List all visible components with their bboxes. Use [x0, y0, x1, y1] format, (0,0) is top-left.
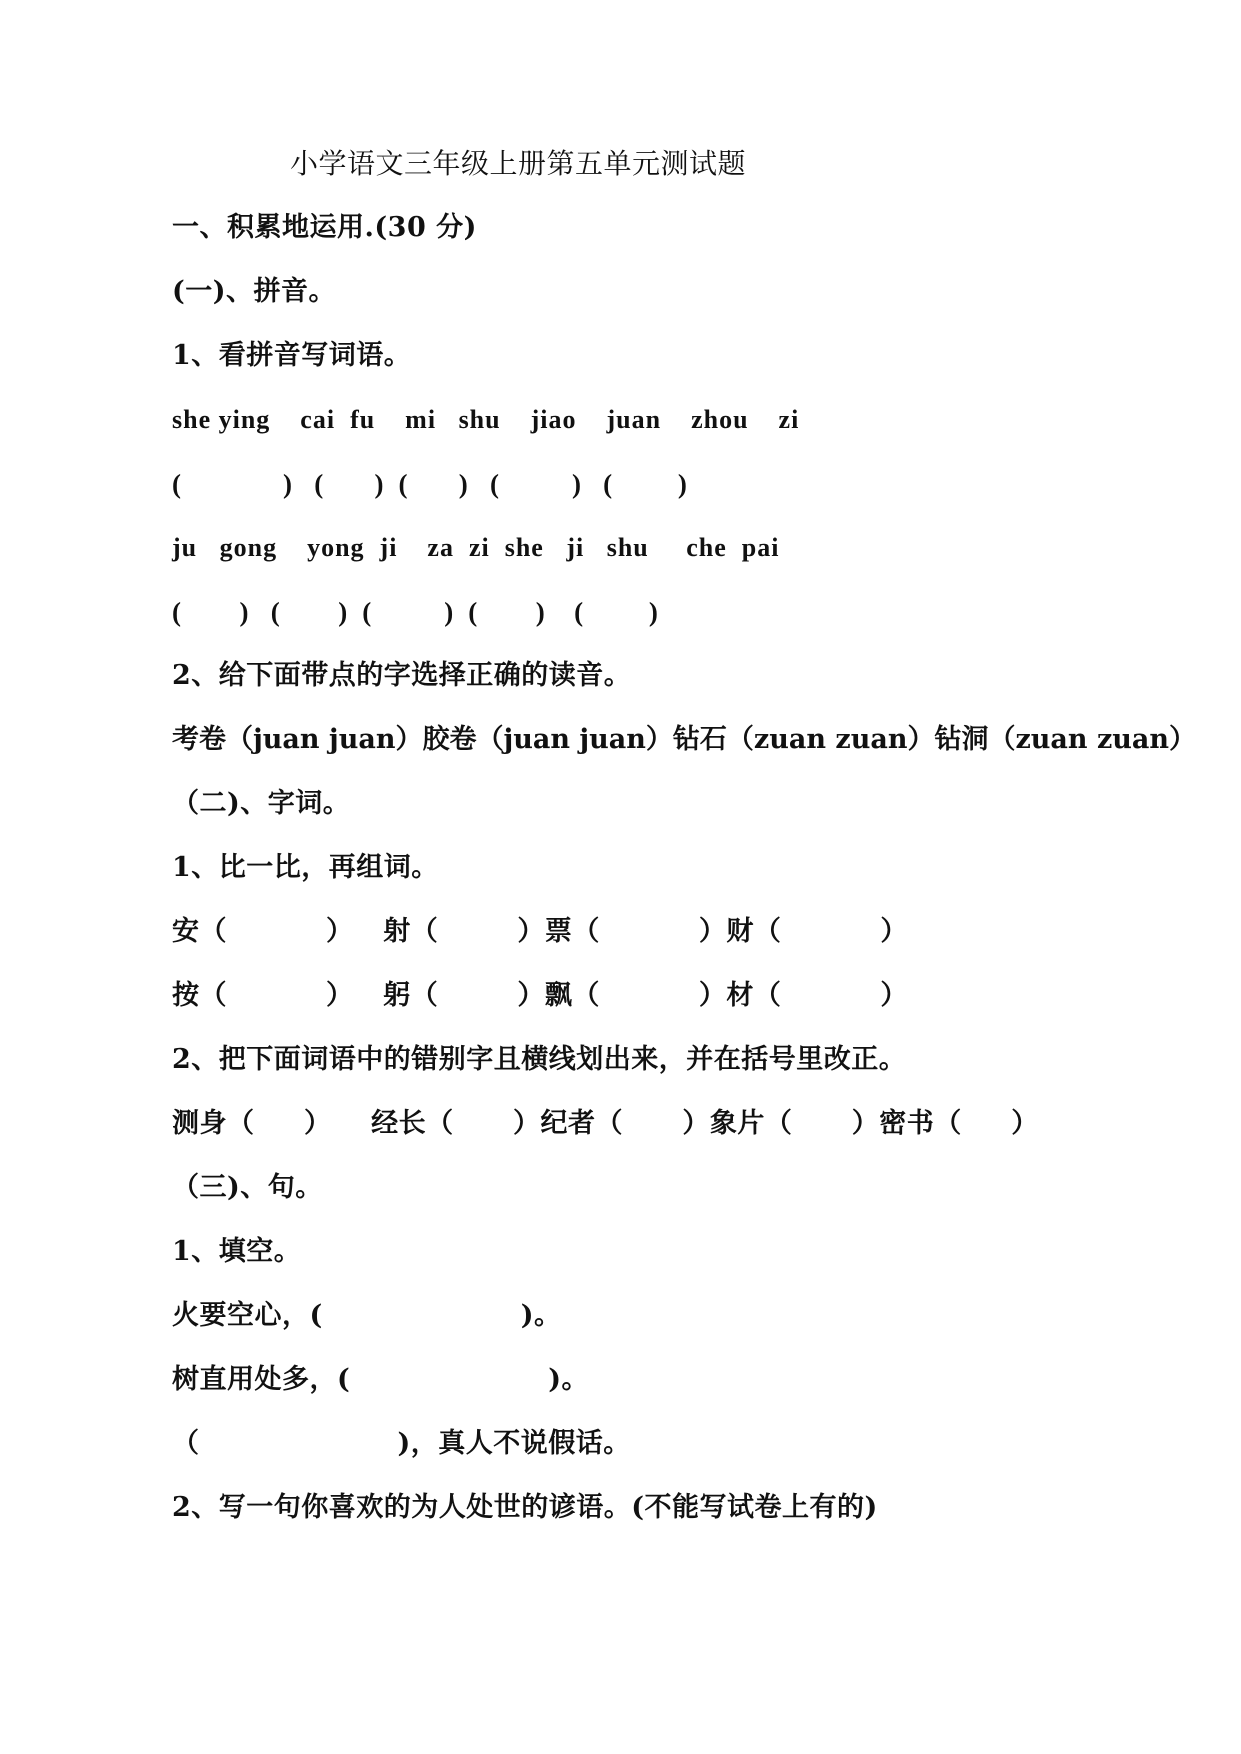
answer-blanks-row-1: ( ) ( ) ( ) ( ) ( ): [172, 469, 688, 499]
reading-choice-row: 考卷（juan juan）胶卷（juan juan）钻石（zuan zuan）钻洞（zuan zuan）: [172, 724, 1197, 755]
page-title: 小学语文三年级上册第五单元测试题: [290, 147, 747, 180]
part-2-heading: （二)、字词。: [172, 788, 351, 819]
compare-row-2: 按（ ） 躬（ ）飘（ ）材（ ）: [172, 980, 908, 1011]
correction-question-label: 2、把下面词语中的错别字且横线划出来，并在括号里改正。: [172, 1044, 907, 1075]
correction-row: 测身（ ） 经长（ ）纪者（ ）象片（ ）密书（ ）: [172, 1108, 1039, 1139]
compare-row-1: 安（ ） 射（ ）票（ ）财（ ）: [172, 916, 908, 947]
question-1-label: 1、看拼音写词语。: [172, 340, 412, 371]
section-1-heading: 一、积累地运用.(30 分): [172, 212, 477, 243]
fill-question-label: 1、填空。: [172, 1236, 302, 1267]
compare-question-label: 1、比一比，再组词。: [172, 852, 439, 883]
fill-sentence-3: （ )，真人不说假话。: [172, 1428, 631, 1459]
pinyin-row-2: ju gong yong ji za zi she ji shu che pai: [172, 533, 780, 562]
pinyin-row-1: she ying cai fu mi shu jiao juan zhou zi: [172, 405, 800, 434]
fill-sentence-2: 树直用处多，( )。: [172, 1364, 590, 1395]
fill-sentence-1: 火要空心，( )。: [172, 1300, 562, 1331]
proverb-question-label: 2、写一句你喜欢的为人处世的谚语。(不能写试卷上有的): [172, 1492, 878, 1523]
question-2-label: 2、给下面带点的字选择正确的读音。: [172, 660, 632, 691]
part-1-heading: (一)、拼音。: [172, 276, 337, 307]
answer-blanks-row-2: ( ) ( ) ( ) ( ) ( ): [172, 597, 659, 627]
part-3-heading: （三)、句。: [172, 1172, 323, 1203]
